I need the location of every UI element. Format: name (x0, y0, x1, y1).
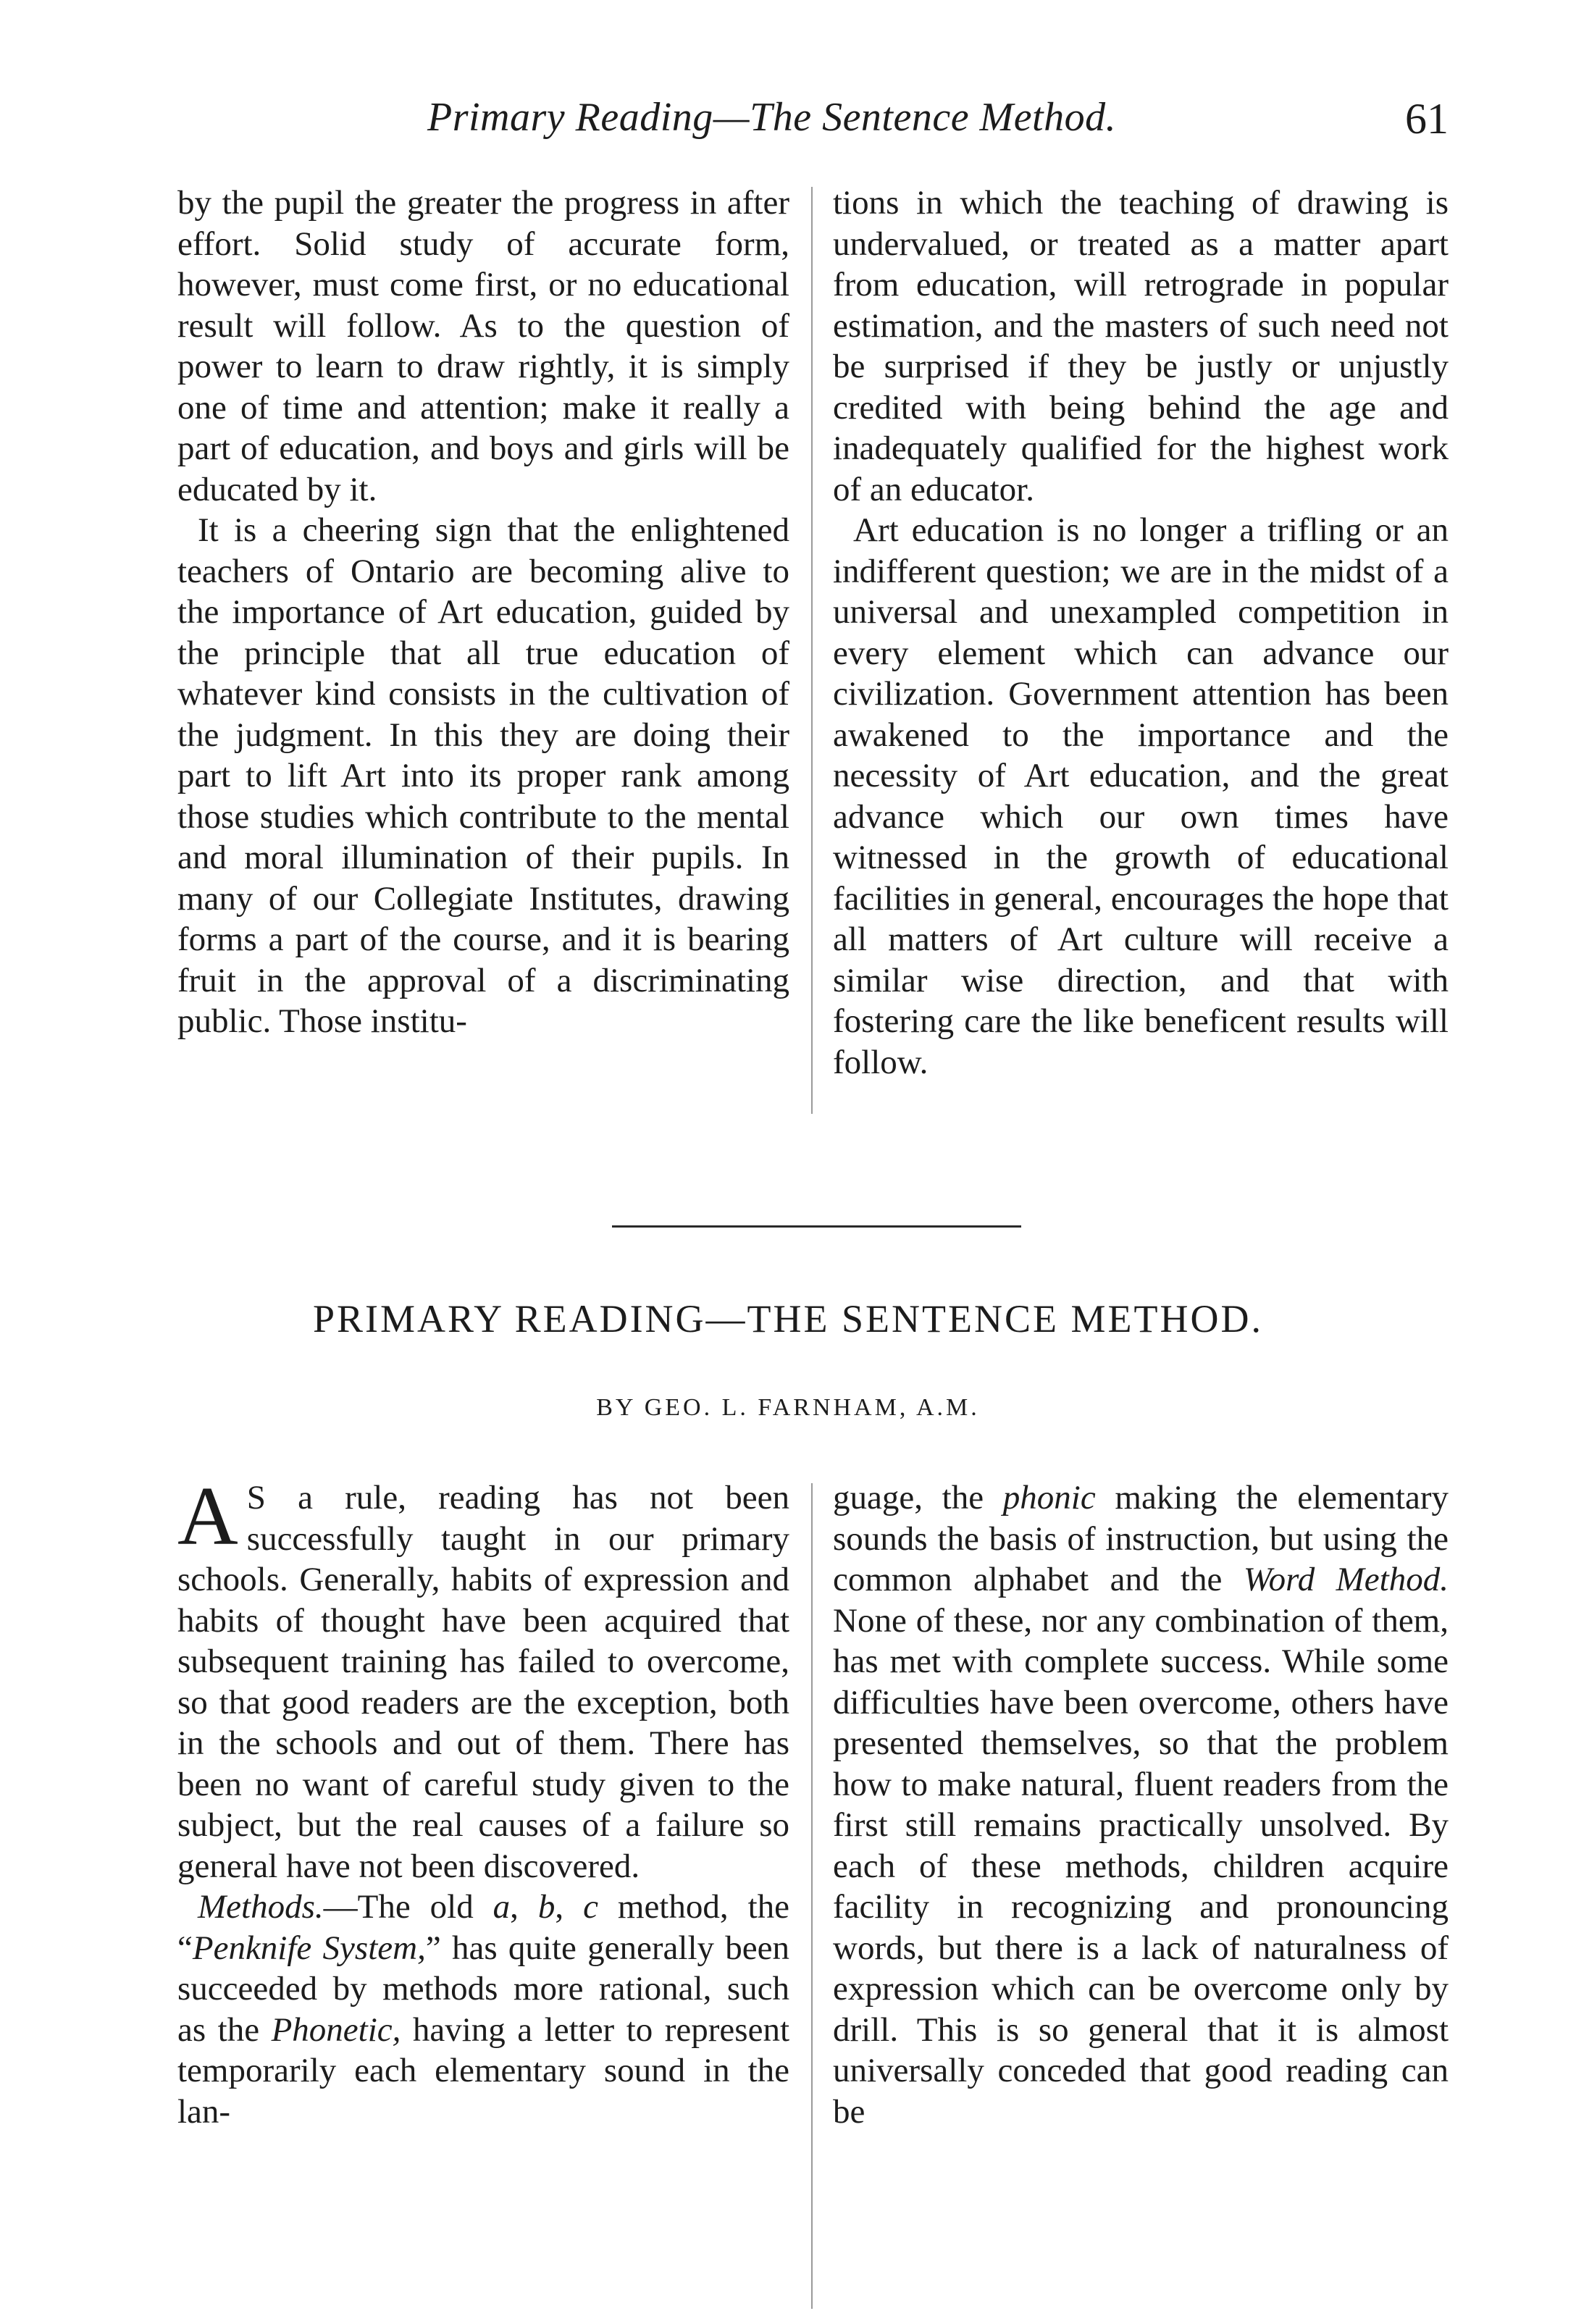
drop-cap: A (177, 1470, 238, 1563)
article-title: PRIMARY READING—THE SENTENCE METHOD. (313, 1297, 1263, 1341)
italic-term: Phonetic, (271, 2010, 401, 2049)
page-number: 61 (1405, 95, 1449, 143)
article-byline: BY GEO. L. FARNHAM, A.M. (596, 1394, 980, 1421)
paragraph: Methods.—The old a, b, c method, the “Penknife System,” has quite generally been succeeded by methods more rational, such as the Phonetic, having a letter to represent temporarily each elementary sound in the lan- (177, 1888, 790, 2131)
text-run: making the elementary sounds the basis of instruction, but using the common alphabet and the (833, 1479, 1449, 1598)
section-rule (612, 1225, 1021, 1228)
italic-letter: c (583, 1888, 598, 1926)
text-run: —The old (323, 1888, 493, 1926)
text-run: method, the “ (177, 1888, 789, 1967)
paragraph (177, 1470, 789, 1887)
column-divider (811, 1483, 813, 2309)
italic-term: Word Method. (1243, 1561, 1449, 1598)
paragraph: tions in which the teaching of drawing is undervalued, or treated as a matter apart from education, will retrograde in popular estimation, and the masters of such need not be surprised if they be justly or unjustly credited with being behind the age and inadequately qualified for the highest work of an educator. (833, 184, 1449, 508)
text-run: ” has quite generally been succeeded by methods more rational, such as the (177, 1929, 790, 2049)
text-run: None of these, nor any combination of them, has met with complete success. While some difficulties have been overcome, others have presented themselves, so that the problem how to make natural, fluent readers from the first still remains practically unsolved. By each of these methods, children acquire facility in recognizing and pronouncing words, but there is a lack of naturalness of expression which can be overcome only by drill. This is so general that it is almost universally conceded that good reading can be (833, 1601, 1449, 2131)
italic-term: phonic (1002, 1479, 1096, 1517)
run-in-heading: Methods. (198, 1888, 324, 1926)
running-title: Primary Reading—The Sentence Method. (427, 95, 1117, 140)
preceding-article-left-column (177, 183, 789, 1042)
italic-letter: a (492, 1888, 511, 1926)
paragraph: by the pupil the greater the progress in after effort. Solid study of accurate form, however, must come first, or no educational result will follow. As to the question of power to learn to draw rightly, it is simply one of time and attention; make it really a part of education, and boys and girls will be educated by it. (177, 184, 789, 508)
paragraph: Art education is no longer a trifling or an indifferent question; we are in the midst of a universal and unexampled competition in every element which can advance our civilization. Government attention has been awakened to the importance and the necessity of Art education, and the great advance which our own times have witnessed in the growth of educational facilities in general, encourages the hope that all matters of Art culture will receive a similar wise direction, and that with fostering care the like beneficent results will follow. (833, 511, 1449, 1081)
running-head (174, 94, 1449, 152)
paragraph-text: S a rule, reading has not been successfully taught in our primary schools. Generally, habits of expression and habits of thought have been acquired that subsequent training has failed to overcome, so that good readers are the exception, both in the schools and out of them. There has been no want of careful study given to the subject, but the real causes of a failure so general have not been discovered. (177, 1479, 789, 1885)
text-run: guage, the (833, 1479, 1003, 1517)
italic-term: Penknife System, (192, 1929, 426, 1967)
column-divider (811, 187, 813, 1114)
preceding-article-right-column (833, 183, 1449, 1083)
article-right-column (833, 1477, 1449, 2132)
italic-letter: b (537, 1888, 556, 1926)
paragraph: It is a cheering sign that the enlightened teachers of Ontario are becoming alive to the importance of Art education, guided by the principle that all true education of whatever kind consists in the cultivation of the judgment. In this they are doing their part to lift Art into its proper rank among those studies which contribute to the mental and moral illumination of their pupils. In many of our Collegiate Institutes, drawing forms a part of the course, and it is bearing fruit in the approval of a discriminating public. Those institu- (177, 511, 789, 1040)
paragraph (833, 1477, 1449, 2132)
text-run: having a letter to represent temporarily each elementary sound in the lan- (177, 2010, 789, 2131)
article-left-column (177, 1470, 790, 2132)
